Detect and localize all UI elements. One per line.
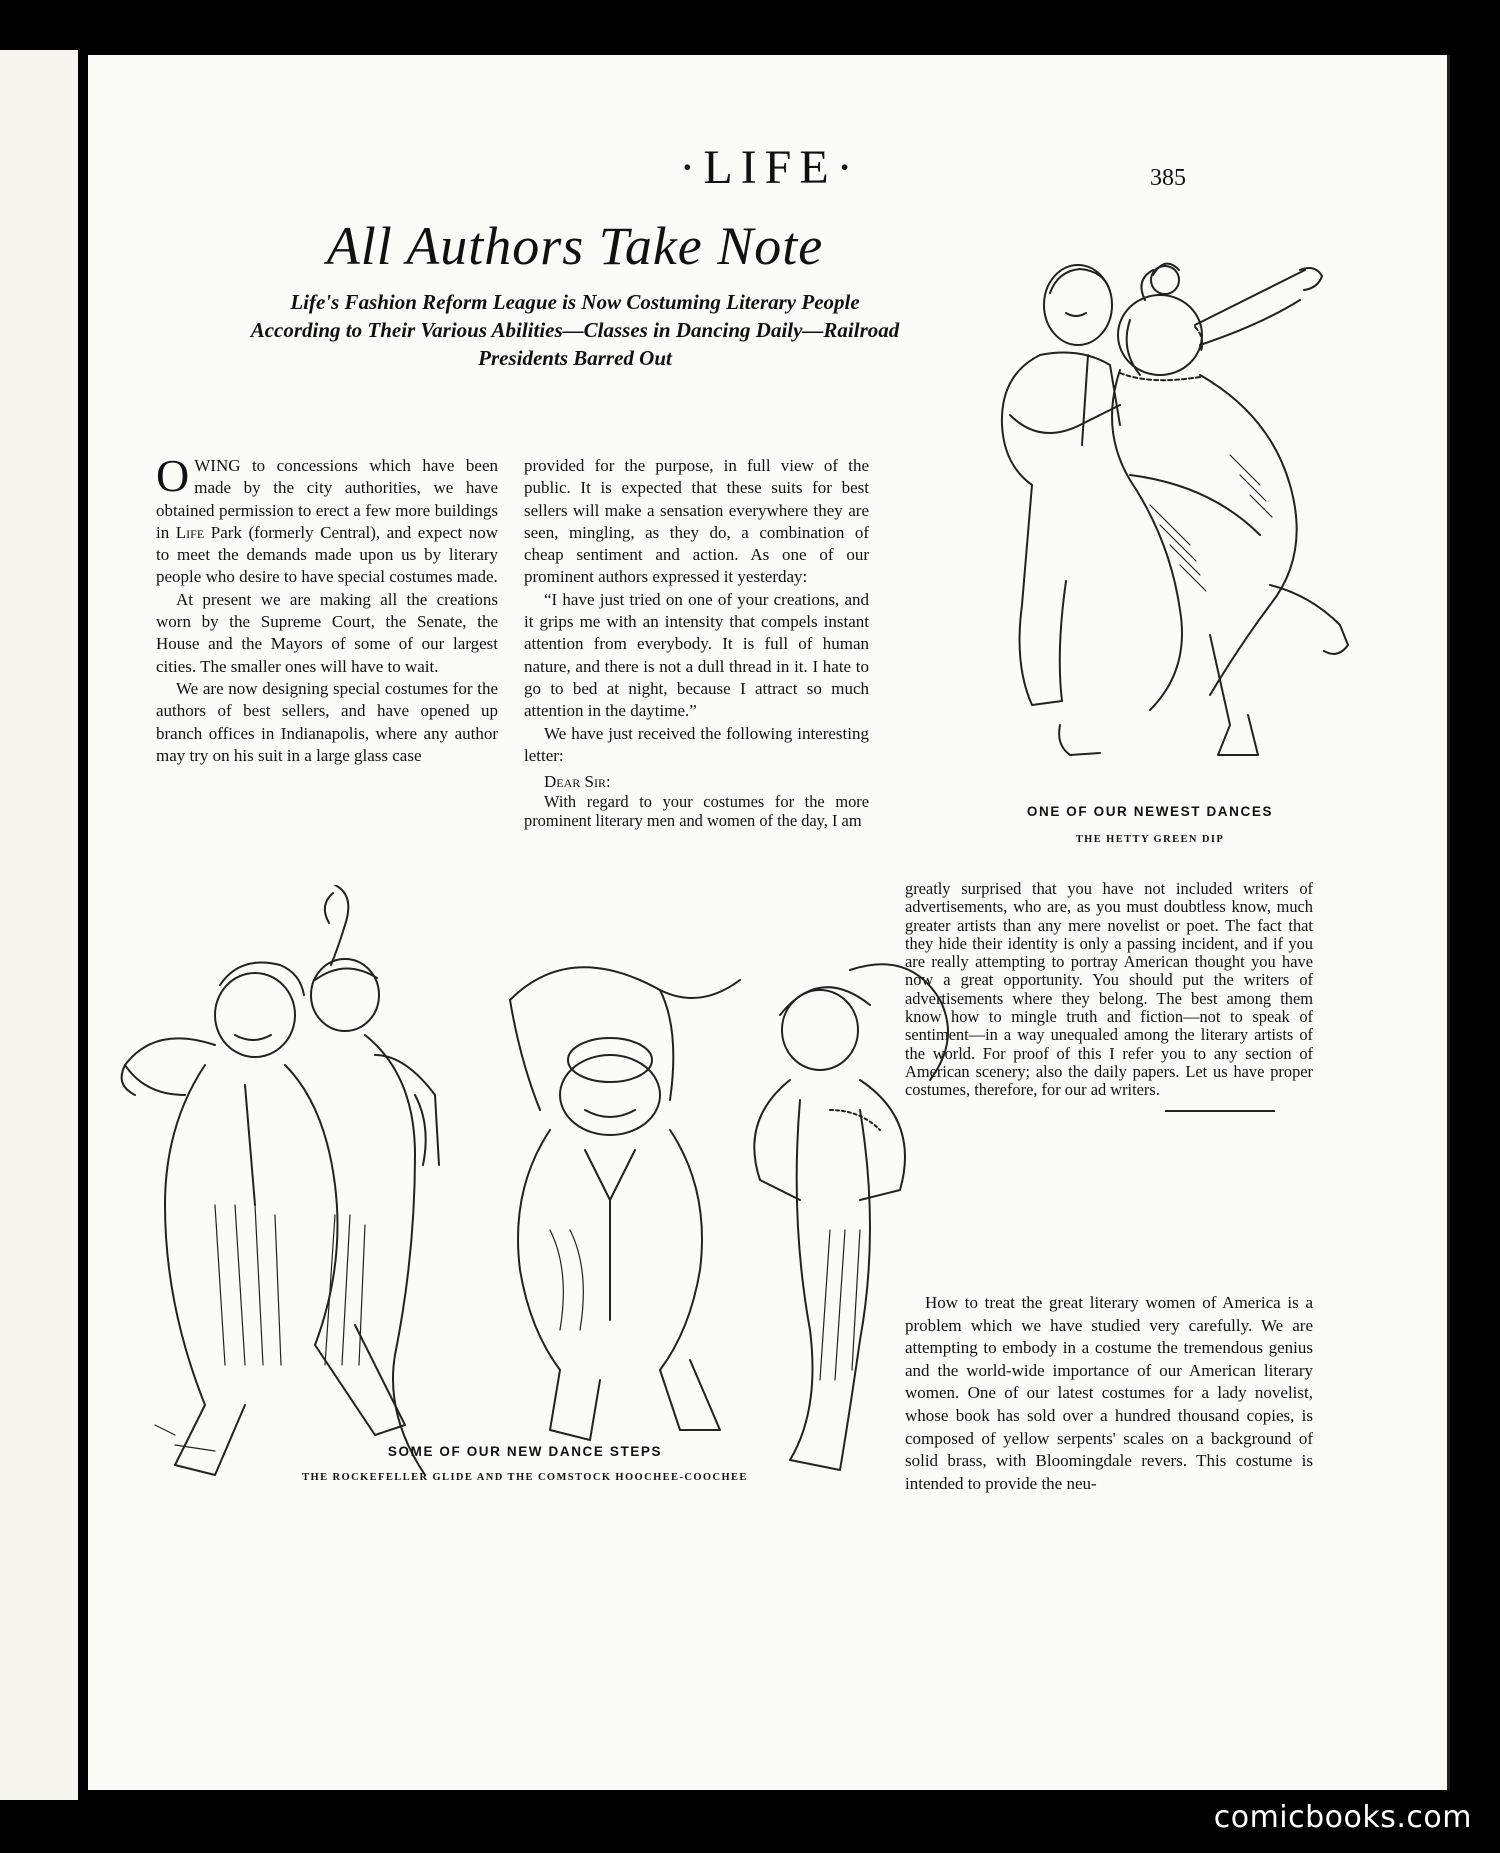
drop-cap: O (156, 450, 190, 501)
letter-text: With regard to your costumes for the more prominent literary men and women of the day, I am (524, 792, 869, 830)
gutter (78, 50, 88, 1800)
watermark: comicbooks.com (1213, 1800, 1472, 1835)
illustration-rockefeller-glide (95, 885, 475, 1505)
masthead: ·LIFE· (679, 141, 861, 194)
letter-salutation: Dear Sir: (544, 772, 611, 792)
caption-bottom-sub: THE ROCKEFELLER GLIDE AND THE COMSTOCK HOOCHEE-COOCHEE (302, 1472, 748, 1483)
illustration-hetty-green-dip (970, 255, 1360, 765)
page-border (1447, 55, 1450, 1790)
paragraph: We have just received the following interesting letter: (524, 723, 869, 765)
paragraph (156, 450, 498, 589)
paragraph: How to treat the great literary women of America is a problem which we have studied very carefully. We are attempting to embody in a costume the tremendous genius and the world-wide importance of our American literary women. One of our latest costumes for a lady novelist, whose book has sold over a hundred thousand copies, is composed of yellow serpents' scales on a background of solid brass, with Bloomingdale revers. This costume is intended to provide the neu- (905, 1293, 1313, 1493)
letter-text: greatly surprised that you have not included writers of advertisements, who are, as you must doubtless know, much greater artists than any mere novelist or poet. The fact that they hide their identity is only a passing incident, and if you are really attempting to portray American thought you have now a great opportunity. You should put the writers of advertisements where they belong. The best among them know how to mingle truth and fiction—not to speak of sentiment—in a way unequaled among the literary artists of the world. For proof of this I refer you to any section of American scenery; also the daily papers. Let us have proper costumes, therefore, for our ad writers. (905, 879, 1313, 1100)
caption-top-right: ONE OF OUR NEWEST DANCES (1026, 804, 1274, 819)
headline: All Authors Take Note (326, 216, 824, 276)
caption-top-right-sub: THE HETTY GREEN DIP (1075, 834, 1225, 845)
facing-page-edge (0, 50, 80, 1800)
paragraph: “I have just tried on one of your creations, and it grips me with an intensity that compels instant attention from everybody. It is full of human nature, and there is not a dull thread in it. I hate to go to bed at night, because I attract so much attention in the daytime.” (524, 589, 869, 721)
paragraph: provided for the purpose, in full view of the public. It is expected that these suits for best sellers will make a sensation everywhere they are seen, mingling, as they do, a combination of cheap sentiment and action. As one of our prominent authors expressed it yesterday: (524, 456, 869, 587)
text-run: Park (formerly Central), and expect now to meet the demands made upon us by literary people who desire to have special costumes made. (156, 522, 498, 587)
article-column-2 (524, 455, 869, 830)
section-rule (1165, 1110, 1275, 1112)
page-number: 385 (1150, 165, 1186, 191)
text-run: WING to concessions which have been made by the city authorities, we have obtained permission to erect a few more buildings in (156, 456, 498, 542)
paragraph: At present we are making all the creations worn by the Supreme Court, the Senate, the House and the Mayors of some of our largest cities. The smaller ones will have to wait. (156, 589, 498, 676)
caption-bottom: SOME OF OUR NEW DANCE STEPS (387, 1444, 663, 1459)
subhead: Life's Fashion Reform League is Now Costuming Literary People According to Their Various Abilities—Classes in Dancing Daily—Railroad Presidents Barred Out (250, 290, 900, 370)
article-column-1 (156, 450, 498, 767)
paragraph: We are now designing special costumes for the authors of best sellers, and have opened up branch offices in Indianapolis, where any author may try on his suit in a large glass case (156, 678, 498, 765)
life-smallcaps: Life (175, 522, 205, 542)
illustration-comstock-hoochee-coochee (490, 930, 970, 1500)
